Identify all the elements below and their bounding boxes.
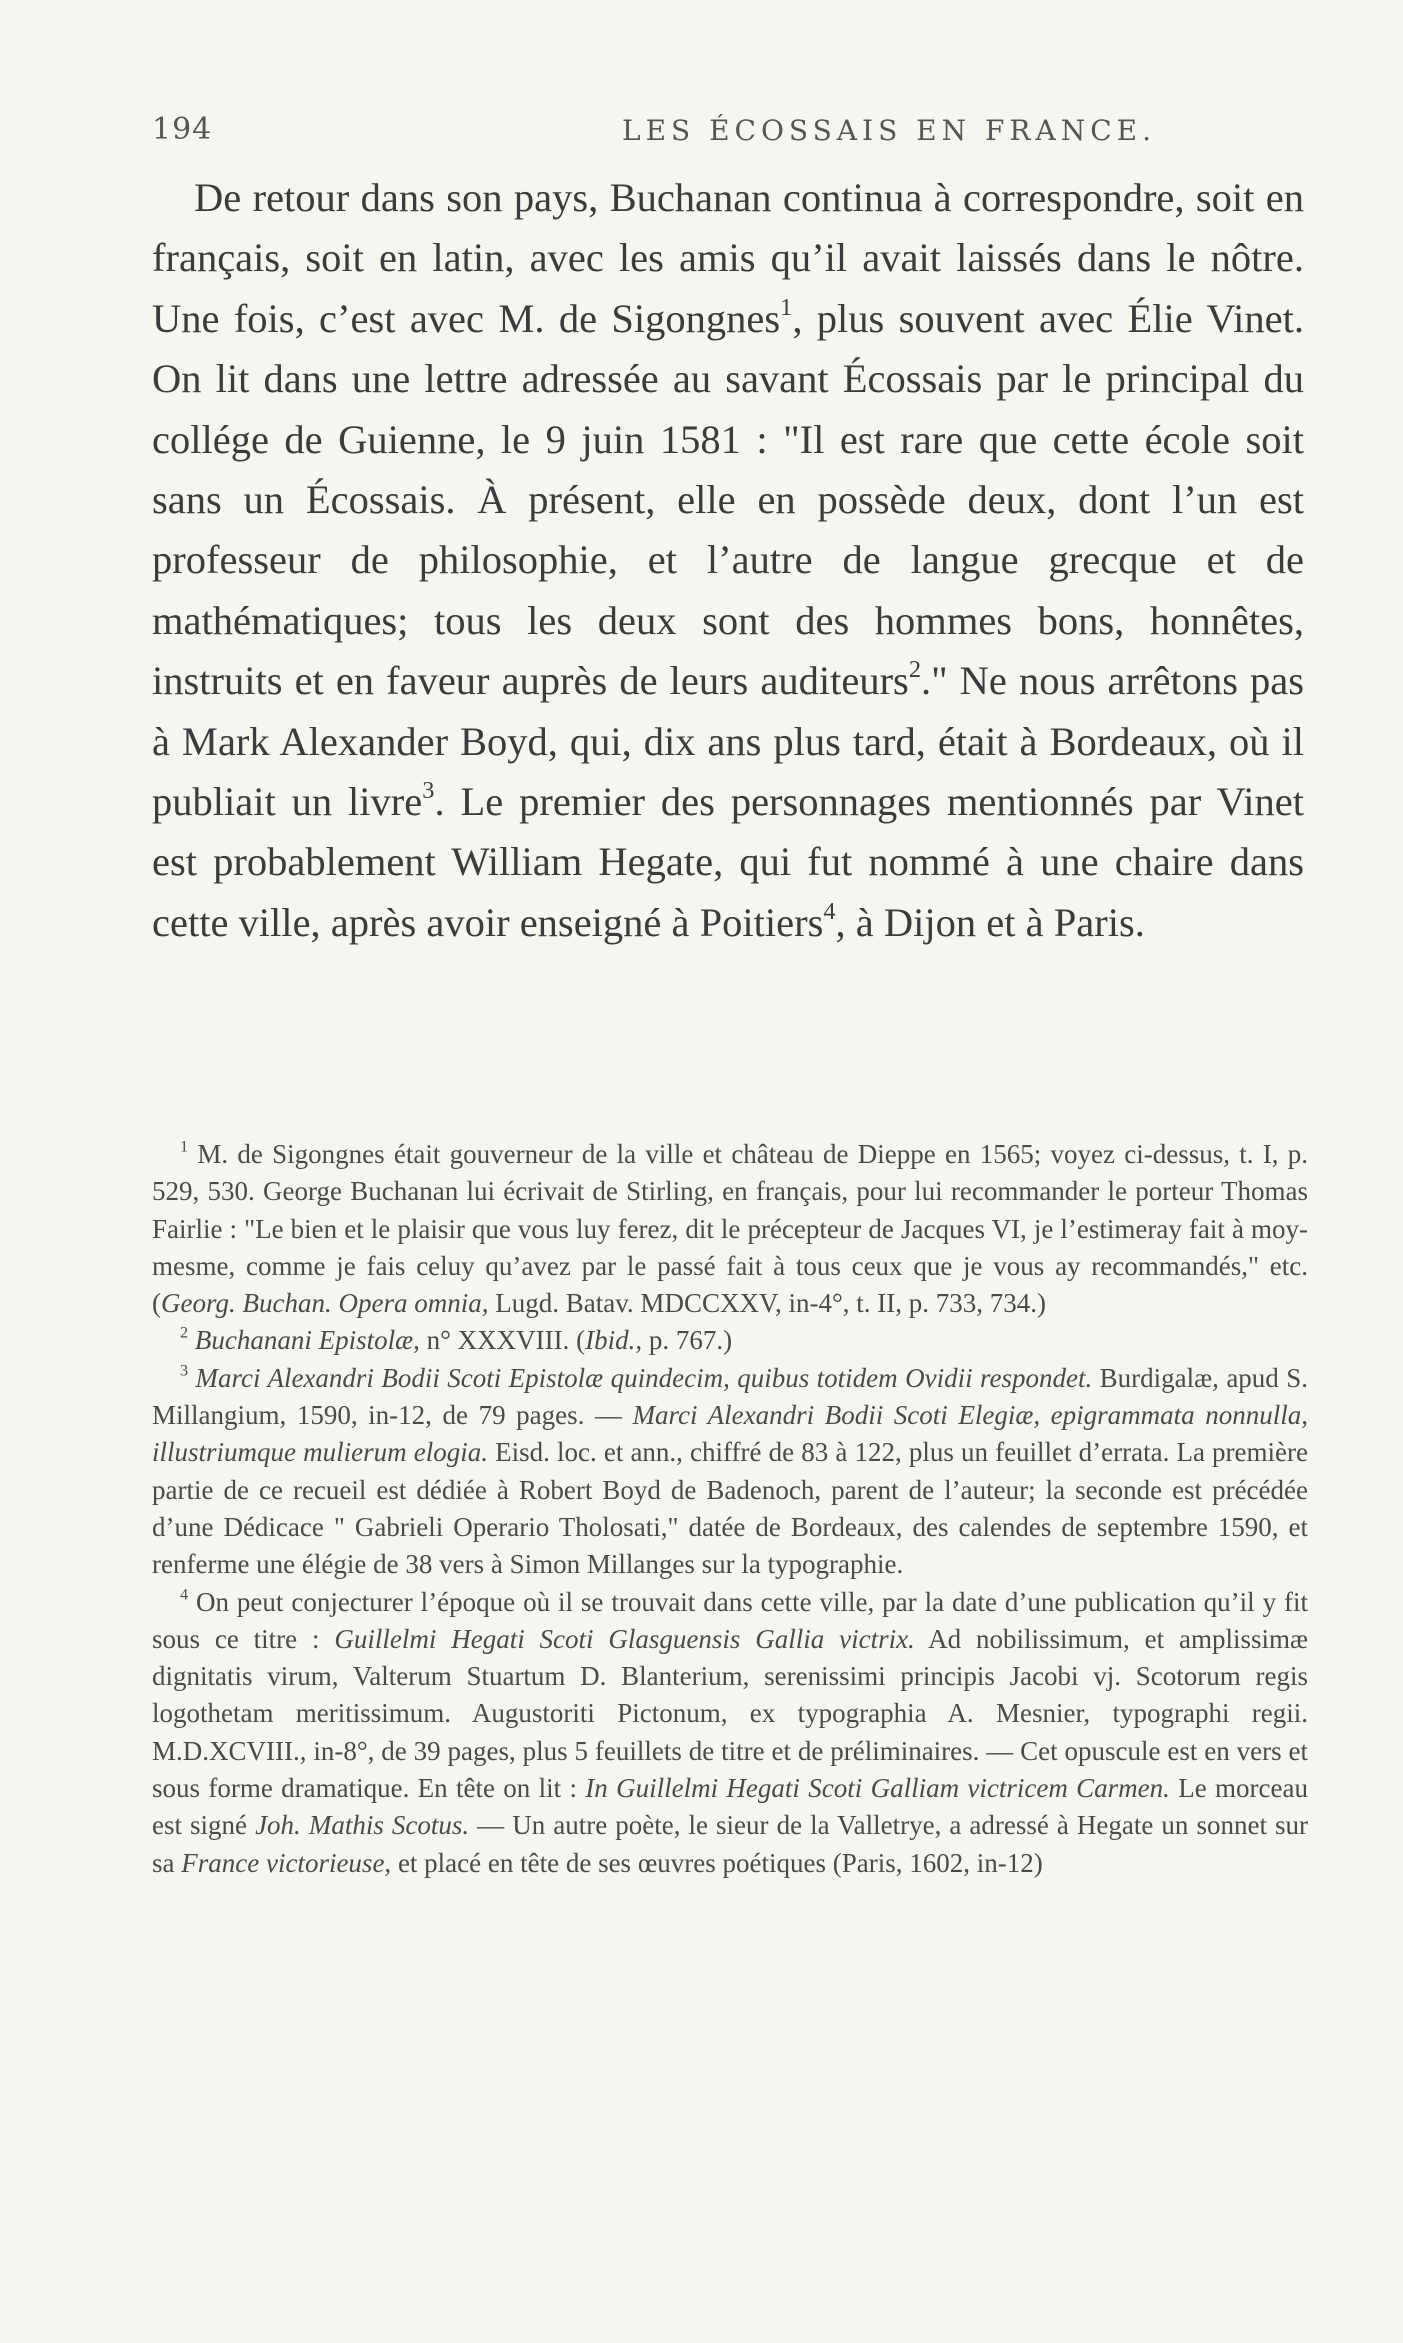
footnote-italic: France victorieuse,	[181, 1847, 392, 1878]
footnote-text: Lugd. Batav. MDCCXXV, in-4°, t. II, p. 733, 734.)	[488, 1288, 1046, 1319]
body-text-segment: , plus souvent avec Élie Vinet. On lit dans une lettre adressée au savant Écossais par le principal du collége de Guienne, le 9 juin 1581 : "Il est rare que cette école soit sans un Écossais. À présent, elle en possède deux, dont l’un est professeur de philosophie, et l’autre de langue grecque et de mathématiques; tous les deux sont des hommes bons, honnêtes, instruits et en faveur auprès de leurs auditeurs	[152, 295, 1305, 704]
footnote-1	[152, 1136, 1308, 1322]
footnote-text: Burdigalæ, apud S. Millangium, 1590, in-12, de 79 pages. —	[152, 1362, 1308, 1431]
page-number: 194	[152, 112, 213, 147]
footnote-italic: Joh. Mathis Scotus.	[255, 1810, 470, 1841]
footnote-text: Le morceau est signé	[152, 1773, 1309, 1841]
footnote-italic: Georg. Buchan. Opera omnia,	[161, 1288, 489, 1319]
body-text-segment: De retour dans son pays, Buchanan continua à correspondre, soit en français, soit en latin, avec les amis qu’il avait laissés dans le nôtre. Une fois, c’est avec M. de Sigongnes	[152, 175, 1304, 341]
main-text	[152, 168, 1304, 953]
body-text-segment: . Le premier des personnages mentionnés par Vinet est probablement William Hegate, qui fut nommé à une chaire dans cette ville, après avoir enseigné à Poitiers	[152, 779, 1304, 945]
footnote-italic: Guillelmi Hegati Scoti Glasguensis Gallia victrix.	[334, 1623, 915, 1654]
footnotes	[152, 1136, 1308, 1882]
running-title: LES ÉCOSSAIS EN FRANCE.	[622, 114, 1157, 147]
footnote-ref: 3	[422, 777, 435, 805]
footnote-text: Eisd. loc. et ann., chiffré de 83 à 122, plus un feuillet d’errata. La première partie de ce recueil est dédiée à Robert Boyd de Badenoch, parent de l’auteur; la seconde est précédée d’une Dédicace " Gabrieli Operario Tholosati," datée de Bordeaux, des calendes de septembre 1590, et renferme une élégie de 38 vers à Simon Millanges sur la typographie.	[152, 1437, 1308, 1580]
footnote-text: Ad nobilissimum, et amplissimæ dignitatis virum, Valterum Stuartum D. Blanterium, serenissimi principis Jacobi vj. Scotorum regis logothetam meritissimum. Augustoriti Pictonum, ex typographia A. Mesnier, typographi regii. M.D.XCVIII., in-8°, de 39 pages, plus 5 feuillets de titre et de préliminaires. — Cet opuscule est en vers et sous forme dramatique. En tête on lit :	[152, 1623, 1308, 1804]
footnote-text: — Un autre poète, le sieur de la Valletrye, a adressé à Hegate un sonnet sur sa	[152, 1810, 1308, 1878]
footnote-text: et placé en tête de ses œuvres poétiques (Paris, 1602, in-12)	[391, 1847, 1043, 1878]
footnote-italic: In Guillelmi Hegati Scoti Galliam victricem Carmen.	[585, 1773, 1170, 1804]
footnote-ref: 1	[780, 293, 793, 321]
body-paragraph	[152, 168, 1304, 953]
footnote-ref: 4	[823, 897, 836, 925]
page-header	[152, 112, 1312, 152]
footnote-italic: Marci Alexandri Bodii Scoti Elegiæ, epigrammata nonnulla, illustriumque mulierum elogia.	[152, 1400, 1309, 1468]
footnote-number: 2	[180, 1324, 189, 1343]
footnote-number: 1	[180, 1137, 189, 1156]
footnote-text: p. 767.)	[642, 1325, 733, 1356]
footnote-text: n° XXXVIII. (	[419, 1325, 586, 1356]
footnote-ref: 2	[908, 656, 921, 684]
footnote-italic: Ibid.,	[585, 1325, 643, 1356]
footnote-italic: Marci Alexandri Bodii Scoti Epistolæ quindecim, quibus totidem Ovidii respondet.	[195, 1362, 1093, 1393]
footnote-number: 3	[180, 1361, 189, 1380]
footnote-text: M. de Sigongnes était gouverneur de la ville et château de Dieppe en 1565; voyez ci-dessus, t. I, p. 529, 530. George Buchanan lui écrivait de Stirling, en français, pour lui recommander le porteur Thomas Fairlie : "Le bien et le plaisir que vous luy ferez, dit le précepteur de Jacques VI, je l’estimeray fait à moy-mesme, comme je fais celuy qu’avez par le passé fait à tous ceux que je vous ay recommandés," etc. (	[152, 1139, 1308, 1319]
footnote-4	[152, 1584, 1308, 1882]
footnote-3	[152, 1360, 1308, 1584]
footnote-text: On peut conjecturer l’époque où il se trouvait dans cette ville, par la date d’une publication qu’il y fit sous ce titre :	[152, 1586, 1308, 1654]
footnote-number: 4	[180, 1585, 189, 1604]
footnote-italic: Buchanani Epistolæ,	[194, 1325, 420, 1356]
footnote-2	[152, 1322, 1308, 1359]
body-text-segment: ." Ne nous arrêtons pas à Mark Alexander Boyd, qui, dix ans plus tard, était à Bordeaux, où il publiait un livre	[152, 658, 1304, 825]
body-text-segment: , à Dijon et à Paris.	[835, 899, 1145, 945]
